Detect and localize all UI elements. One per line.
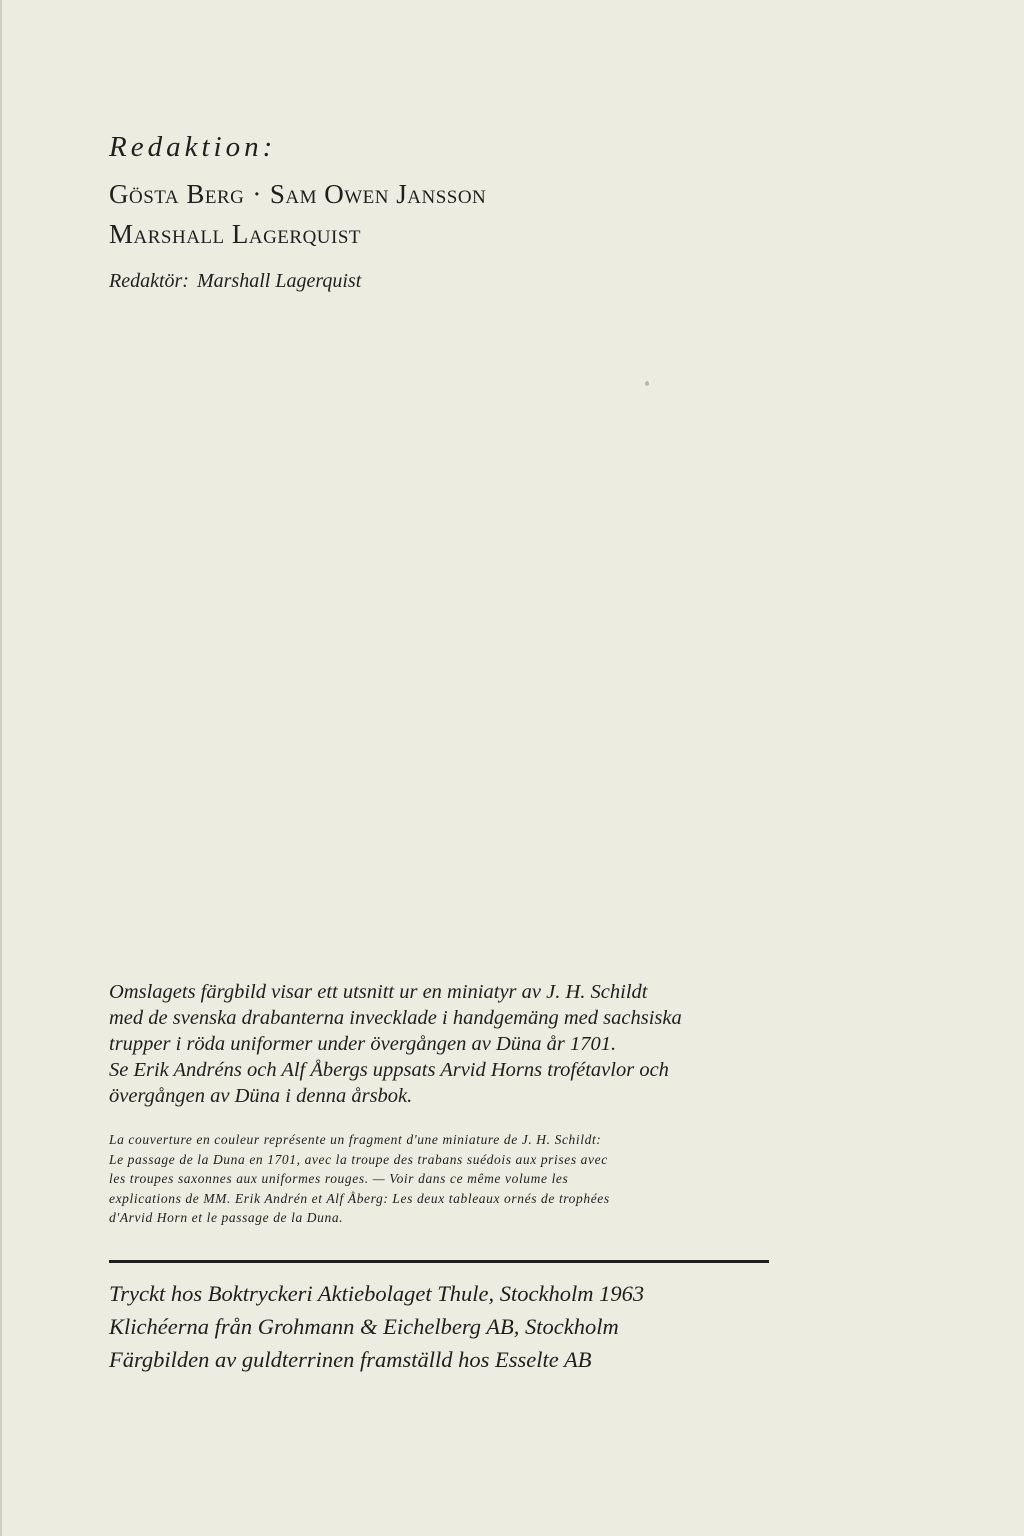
paper-speck [645, 381, 649, 386]
redaktor-name: Marshall Lagerquist [196, 270, 362, 292]
cover-note-fr-line: explications de MM. Erik Andrén et Alf Åberg: Les deux tableaux ornés de trophées [109, 1190, 610, 1206]
cover-note-sv-line: Omslagets färgbild visar ett utsnitt ur en miniatyr av J. H. Schildt [109, 981, 648, 1003]
redaktor-line [109, 271, 361, 291]
imprint-line: Färgbilden av guldterrinen framställd hos Esselte AB [109, 1347, 592, 1372]
cover-note-french [109, 1130, 769, 1228]
cover-note-swedish [109, 979, 784, 1109]
horizontal-rule [109, 1260, 769, 1263]
imprint [109, 1277, 644, 1376]
editors-line-1 [109, 181, 486, 208]
cover-note-sv-line: med de svenska drabanterna invecklade i handgemäng med sachsiska [109, 1007, 682, 1029]
cover-note-sv-line: övergången av Düna i denna årsbok. [109, 1085, 413, 1107]
editorial-heading: Redaktion: [109, 131, 277, 163]
cover-note-fr-line: La couverture en couleur représente un fragment d'une miniature de J. H. Schildt: [109, 1132, 602, 1147]
cover-note-fr-line: Le passage de la Duna en 1701, avec la troupe des trabans suédois aux prises avec [109, 1151, 608, 1167]
cover-note-sv-line: trupper i röda uniformer under övergången av Düna år 1701. [109, 1033, 617, 1055]
imprint-line: Tryckt hos Boktryckeri Aktiebolaget Thule, Stockholm 1963 [109, 1281, 645, 1306]
redaktor-label: Redaktör: [109, 270, 189, 292]
cover-note-fr-line: d'Arvid Horn et le passage de la Duna. [109, 1210, 344, 1225]
editors-line-2: Marshall Lagerquist [109, 219, 362, 249]
cover-note-sv-line: Se Erik Andréns och Alf Åbergs uppsats Arvid Horns trofétavlor och [109, 1059, 669, 1081]
editor-name-2: Sam Owen Jansson [269, 179, 487, 209]
imprint-line: Klichéerna från Grohmann & Eichelberg AB, Stockholm [109, 1314, 619, 1339]
cover-note-fr-line: les troupes saxonnes aux uniformes rouges. — Voir dans ce même volume les [109, 1171, 569, 1186]
editor-name-1: Gösta Berg [109, 179, 245, 209]
editor-separator: · [252, 179, 262, 209]
